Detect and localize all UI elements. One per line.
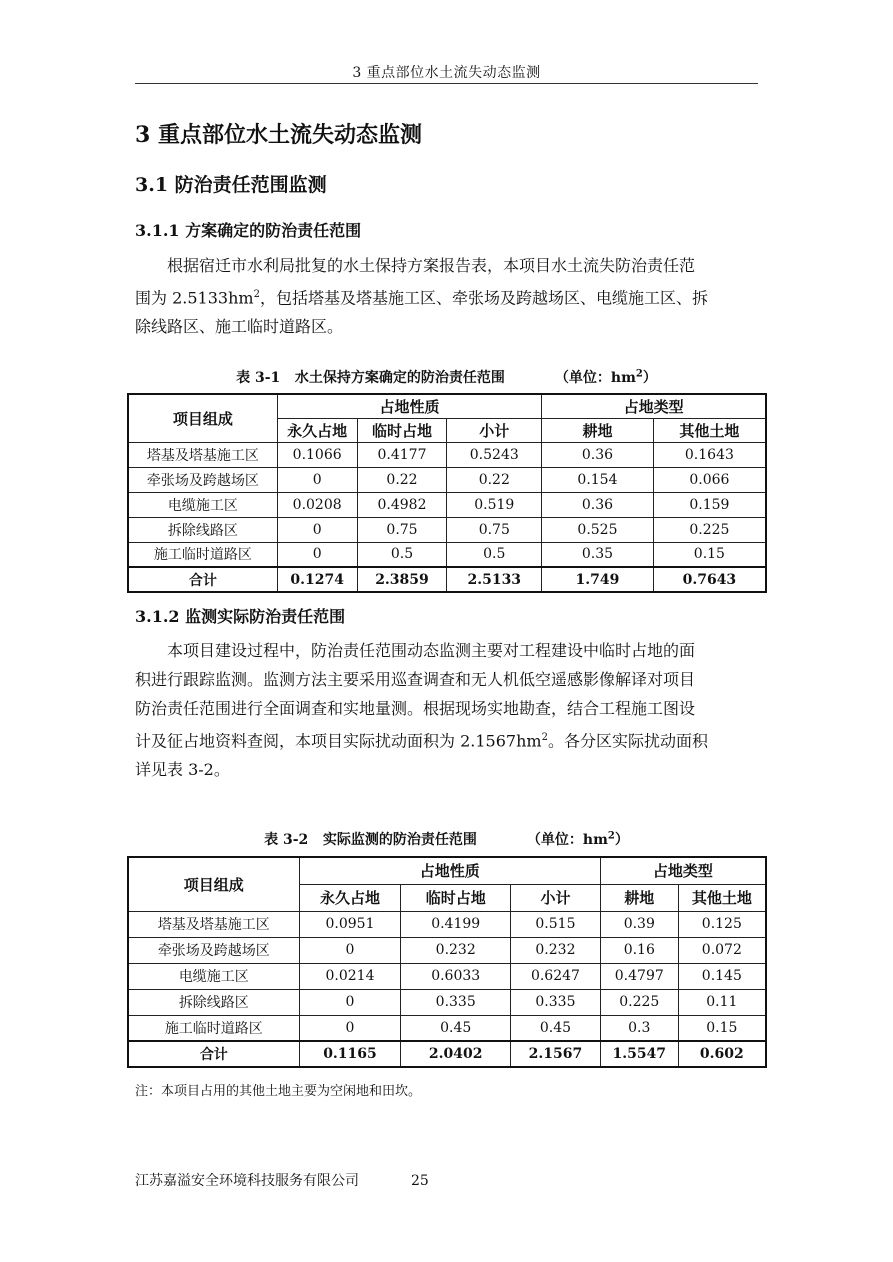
paragraph-1 [135,251,757,341]
table-cell: 0.519 [447,492,542,517]
table-cell: 0.6033 [401,963,511,989]
table-cell: 0.4982 [357,492,447,517]
table-cell: 0 [277,467,357,492]
table-2-header-project: 项目组成 [128,857,299,911]
table-cell: 0.35 [542,542,654,567]
table-cell: 0.15 [653,542,766,567]
table-1-col-header: 小计 [447,418,542,442]
table-cell: 0 [299,937,401,963]
table-cell: 0.1643 [653,442,766,467]
table-2-caption [0,829,893,849]
table-cell: 0.4199 [401,911,511,937]
table-cell: 0 [277,517,357,542]
table-2-unit [527,832,629,848]
table-cell: 0.0951 [299,911,401,937]
table-cell: 0.3 [600,1015,678,1041]
table-1-header-project: 项目组成 [128,394,277,442]
table-1-caption [0,367,893,387]
total-label: 合计 [128,1041,299,1067]
table-cell: 0.4177 [357,442,447,467]
table-cell: 0.16 [600,937,678,963]
table-2-unit-label: （单位：hm [526,832,608,848]
table-cell: 0 [277,542,357,567]
table-cell: 0.75 [357,517,447,542]
total-cell: 0.7643 [653,567,766,592]
table-2-col-header: 小计 [511,884,601,911]
row-label: 牵张场及跨越场区 [128,467,277,492]
table-cell: 0.5 [357,542,447,567]
paragraph-1-line-3: 除线路区、施工临时道路区。 [135,317,344,337]
table-cell: 0.145 [678,963,766,989]
table-cell: 0.225 [600,989,678,1015]
table-cell: 0.154 [542,467,654,492]
table-cell: 0.159 [653,492,766,517]
table-cell: 0.335 [511,989,601,1015]
section-title: 3.1 防治责任范围监测 [135,174,327,196]
table-row [128,517,766,542]
total-cell: 1.749 [542,567,654,592]
chapter-title: 3 重点部位水土流失动态监测 [135,122,422,148]
total-cell: 0.1274 [277,567,357,592]
table-row [128,911,766,937]
header-rule [135,83,758,84]
table-cell: 0.22 [357,467,447,492]
table-1-header-type: 占地类型 [542,394,766,418]
table-row [128,937,766,963]
table-cell: 0.45 [401,1015,511,1041]
subsection-title-2: 3.1.2 监测实际防治责任范围 [135,607,346,626]
table-row [128,963,766,989]
table-cell: 0.072 [678,937,766,963]
table-cell: 0.225 [653,517,766,542]
paragraph-2-line-5: 详见表 3-2。 [135,760,230,780]
row-label: 施工临时道路区 [128,1015,299,1041]
table-cell: 0.232 [511,937,601,963]
row-label: 电缆施工区 [128,492,277,517]
table-1-unit-label: （单位：hm [554,370,636,386]
page-footer [135,1170,429,1190]
table-2-col-header: 永久占地 [299,884,401,911]
total-cell: 2.1567 [511,1041,601,1067]
subsection-title-1: 3.1.1 方案确定的防治责任范围 [135,221,362,240]
total-label: 合计 [128,567,277,592]
row-label: 电缆施工区 [128,963,299,989]
table-cell: 0.39 [600,911,678,937]
table-1 [127,393,767,593]
total-cell: 2.5133 [447,567,542,592]
table-cell: 0.0214 [299,963,401,989]
table-1-header-nature: 占地性质 [277,394,541,418]
table-cell: 0.36 [542,442,654,467]
table-cell: 0.75 [447,517,542,542]
table-total-row [128,567,766,592]
table-2-header-type: 占地类型 [600,857,766,884]
total-cell: 1.5547 [600,1041,678,1067]
table-cell: 0.45 [511,1015,601,1041]
row-label: 拆除线路区 [128,517,277,542]
table-cell: 0 [299,989,401,1015]
table-1-caption-text: 表 3-1 水土保持方案确定的防治责任范围 [236,370,505,386]
total-cell: 2.0402 [401,1041,511,1067]
paragraph-2-line-4b: 。各分区实际扰动面积 [547,731,708,751]
table-row [128,1015,766,1041]
table-cell: 0.15 [678,1015,766,1041]
total-cell: 0.1165 [299,1041,401,1067]
paragraph-1-line-2a: 围为 2.5133hm [135,288,254,308]
paragraph-2-line-1: 本项目建设过程中，防治责任范围动态监测主要对工程建设中临时占地的面 [167,641,696,660]
paragraph-2 [135,636,757,784]
table-cell: 0.22 [447,467,542,492]
row-label: 塔基及塔基施工区 [128,911,299,937]
table-cell: 0 [299,1015,401,1041]
table-cell: 0.066 [653,467,766,492]
total-cell: 2.3859 [357,567,447,592]
table-cell: 0.232 [401,937,511,963]
table-2-header-nature: 占地性质 [299,857,600,884]
table-2-unit-close: ） [614,832,629,848]
table-2-col-header: 耕地 [600,884,678,911]
paragraph-2-line-3: 防治责任范围进行全面调查和实地量测。根据现场实地勘查，结合工程施工图设 [135,699,696,718]
table-2-col-header: 其他土地 [678,884,766,911]
table-cell: 0.4797 [600,963,678,989]
table-2-col-header: 临时占地 [401,884,511,911]
table-cell: 0.11 [678,989,766,1015]
table-1-unit [555,370,657,386]
paragraph-1-line-1: 根据宿迁市水利局批复的水土保持方案报告表，本项目水土流失防治责任范 [167,256,696,275]
table-cell: 0.1066 [277,442,357,467]
table-cell: 0.6247 [511,963,601,989]
running-header: 3 重点部位水土流失动态监测 [352,65,541,81]
paragraph-2-sup: 2 [541,732,548,743]
table-row [128,467,766,492]
table-cell: 0.0208 [277,492,357,517]
footer-company: 江苏嘉溢安全环境科技服务有限公司 [135,1173,359,1189]
page-number: 25 [411,1173,429,1189]
table-cell: 0.5 [447,542,542,567]
table-row [128,542,766,567]
table-cell: 0.525 [542,517,654,542]
table-1-unit-close: ） [642,370,657,386]
table-1-unit-sup: 2 [635,368,643,380]
table-total-row [128,1041,766,1067]
table-2 [127,856,767,1068]
table-1-col-header: 其他土地 [653,418,766,442]
row-label: 牵张场及跨越场区 [128,937,299,963]
row-label: 施工临时道路区 [128,542,277,567]
paragraph-1-line-2b: ，包括塔基及塔基施工区、牵张场及跨越场区、电缆施工区、拆 [259,288,708,308]
paragraph-2-line-2: 积进行跟踪监测。监测方法主要采用巡查调查和无人机低空遥感影像解译对项目 [135,670,696,689]
row-label: 塔基及塔基施工区 [128,442,277,467]
paragraph-2-line-4a: 计及征占地资料查阅，本项目实际扰动面积为 2.1567hm [135,731,542,751]
table-cell: 0.5243 [447,442,542,467]
table-row [128,492,766,517]
table-cell: 0.125 [678,911,766,937]
table-row [128,442,766,467]
table-1-col-header: 临时占地 [357,418,447,442]
paragraph-1-sup: 2 [253,289,260,300]
row-label: 拆除线路区 [128,989,299,1015]
total-cell: 0.602 [678,1041,766,1067]
table-2-unit-sup: 2 [607,830,615,842]
table-note: 注：本项目占用的其他土地主要为空闲地和田坎。 [135,1084,422,1099]
table-cell: 0.515 [511,911,601,937]
table-cell: 0.36 [542,492,654,517]
table-1-col-header: 耕地 [542,418,654,442]
table-1-col-header: 永久占地 [277,418,357,442]
table-cell: 0.335 [401,989,511,1015]
table-row [128,989,766,1015]
table-2-caption-text: 表 3-2 实际监测的防治责任范围 [264,832,477,848]
